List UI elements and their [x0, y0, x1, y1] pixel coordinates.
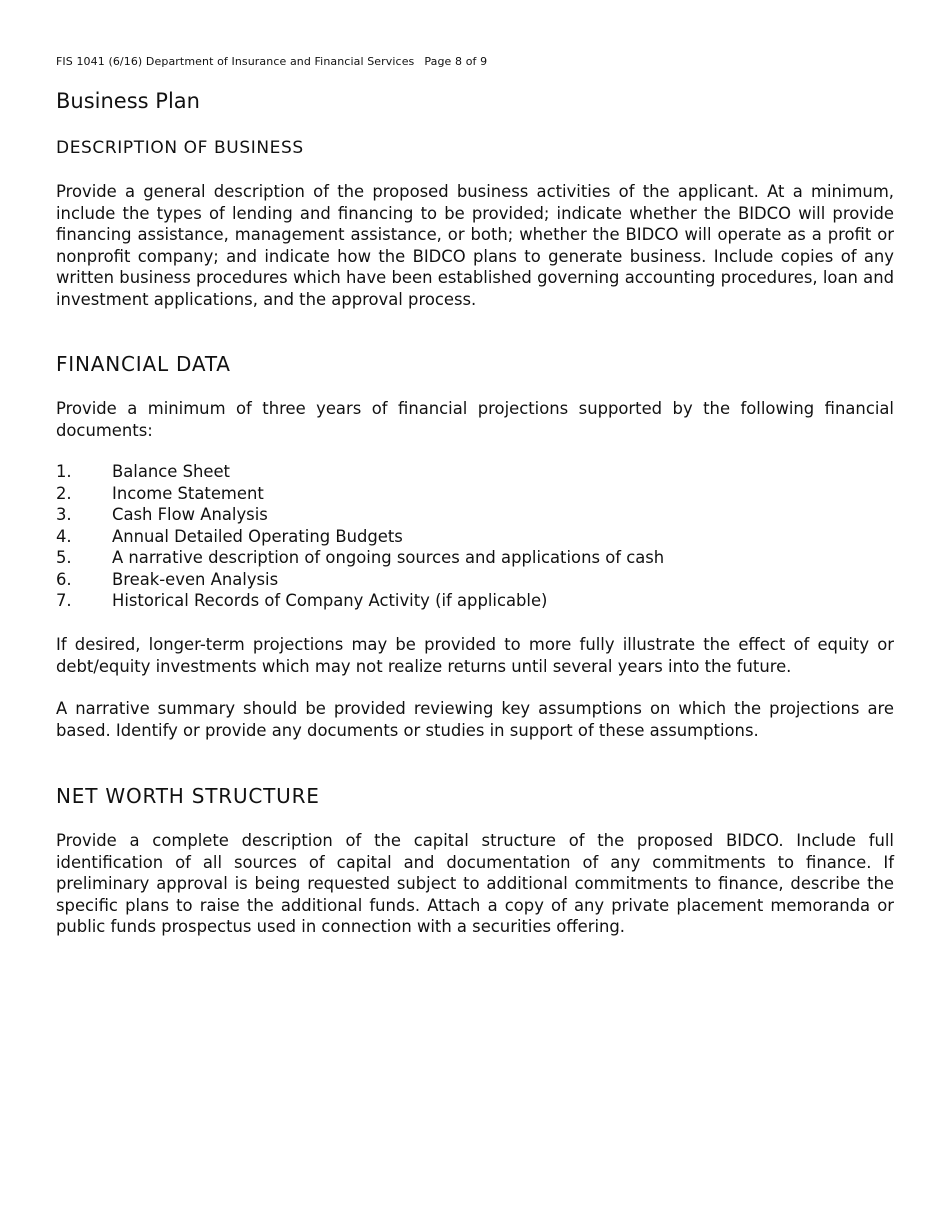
list-item [56, 569, 664, 591]
list-item [56, 483, 664, 505]
page-header [56, 55, 487, 68]
description-heading: DESCRIPTION OF BUSINESS [56, 138, 304, 158]
financial-data-heading: FINANCIAL DATA [56, 352, 231, 376]
net-worth-paragraph: Provide a complete description of the capital structure of the proposed BIDCO. Include full identification of all sources of capital and documentation of any commitments to finance. If preliminary approval is being requested subject to additional commitments to finance, describe the specific plans to raise the additional funds. Attach a copy of any private placement memoranda or public funds prospectus used in connection with a securities offering. [56, 831, 894, 936]
narrative-summary-paragraph: A narrative summary should be provided reviewing key assumptions on which the projections are based. Identify or provide any documents or studies in support of these assumptions. [56, 699, 894, 740]
list-item [56, 547, 664, 569]
list-item-number: 5. [56, 548, 72, 567]
list-item-text: Break-even Analysis [112, 569, 279, 589]
list-item-number: 4. [56, 526, 72, 546]
financial-documents-list [56, 461, 664, 612]
longer-term-paragraph: If desired, longer-term projections may be provided to more fully illustrate the effect of equity or debt/equity investments which may not realize returns until several years into the future. [56, 635, 894, 676]
page-title: Business Plan [56, 89, 200, 113]
list-item-text: A narrative description of ongoing sources and applications of cash [112, 548, 665, 567]
list-item-number: 3. [56, 505, 72, 524]
list-item-number: 1. [56, 462, 72, 481]
list-item-number: 6. [56, 569, 72, 589]
page-number: Page 8 of 9 [424, 55, 488, 68]
list-item [56, 504, 664, 526]
list-item-text: Annual Detailed Operating Budgets [112, 526, 403, 546]
list-item [56, 526, 664, 548]
net-worth-heading: NET WORTH STRUCTURE [56, 784, 320, 808]
list-item [56, 461, 664, 483]
description-paragraph: Provide a general description of the proposed business activities of the applicant. At a minimum, include the types of lending and financing to be provided; indicate whether the BIDCO will provide financing assistance, management assistance, or both; whether the BIDCO will operate as a profit or nonprofit company; and indicate how the BIDCO plans to generate business. Include copies of any written business procedures which have been established governing accounting procedures, loan and investment applications, and the approval process. [56, 182, 894, 309]
form-identifier: FIS 1041 (6/16) Department of Insurance and Financial Services [56, 55, 415, 68]
list-item-text: Historical Records of Company Activity (if applicable) [112, 591, 548, 610]
financial-intro-paragraph: Provide a minimum of three years of financial projections supported by the following financial documents: [56, 399, 894, 440]
list-item-text: Cash Flow Analysis [112, 505, 268, 524]
list-item-number: 2. [56, 483, 72, 503]
list-item-text: Balance Sheet [112, 462, 230, 481]
list-item-number: 7. [56, 591, 72, 610]
list-item-text: Income Statement [112, 483, 264, 503]
list-item [56, 590, 664, 612]
